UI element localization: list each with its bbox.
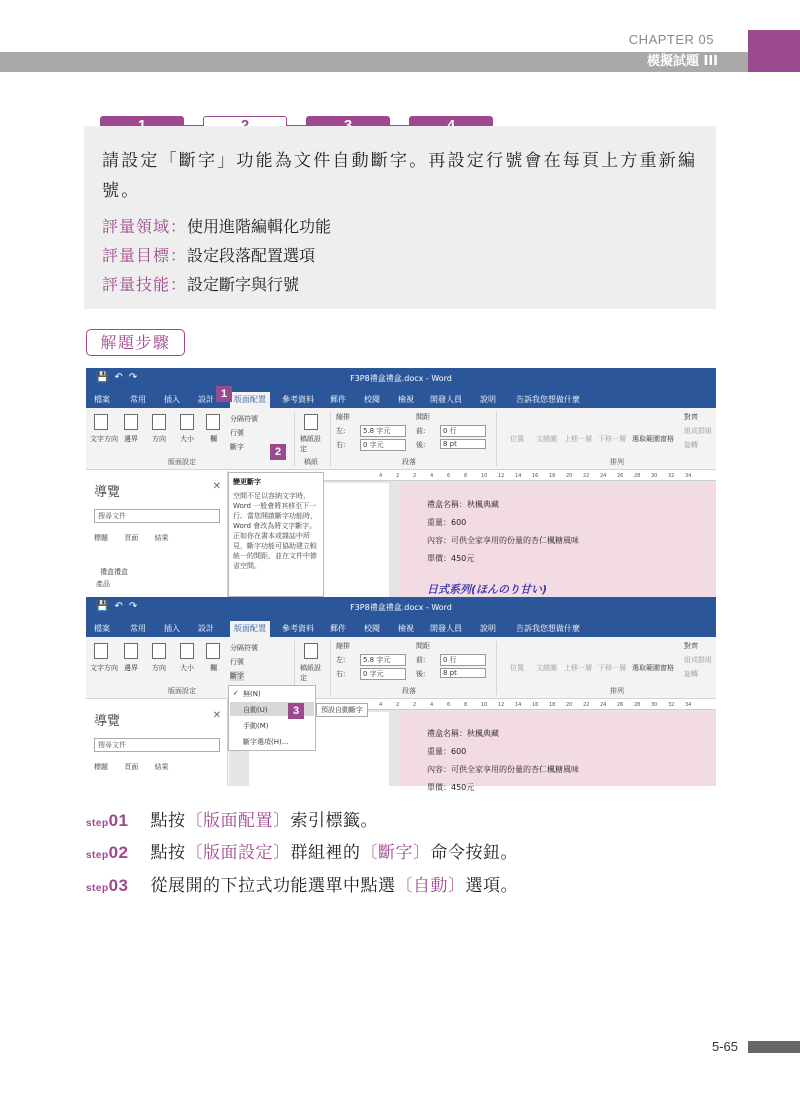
margins-label: 邊界 (124, 664, 138, 672)
ruler-tick: 6 (447, 702, 451, 708)
step-keyword: 斷字 (377, 843, 413, 863)
step-number: 01 (108, 811, 129, 830)
draft-paper-icon[interactable] (304, 414, 318, 430)
eval-key: 評量目標 (102, 246, 171, 265)
draft-group-label: 稿紙 (304, 458, 318, 466)
spacing-label: 間距 (416, 642, 430, 650)
bring-forward-button[interactable]: 上移一層 (564, 435, 592, 443)
task-box (84, 126, 716, 309)
tab-insert[interactable]: 插入 (164, 624, 180, 633)
size-label: 大小 (180, 664, 194, 672)
eval-value: 設定段落配置選項 (187, 246, 316, 265)
step-text: 群組裡的 (290, 843, 361, 863)
nav-tab-results[interactable]: 結果 (154, 763, 169, 771)
step-badge: 1 (216, 386, 232, 402)
columns-label: 欄 (210, 664, 217, 672)
step-number: 03 (108, 876, 129, 895)
step-label: step (86, 883, 109, 894)
ruler-tick: 2 (396, 702, 400, 708)
margins-icon[interactable] (124, 414, 138, 430)
chapter-title: 模擬試題 III (646, 54, 718, 69)
spacing-before-label: 前: (416, 656, 426, 664)
ruler-tick: 32 (668, 473, 675, 479)
word-screenshot-2 (86, 597, 716, 792)
bracket: 〕 (272, 811, 291, 831)
ruler-tick: 18 (549, 473, 556, 479)
bracket: 〕 (272, 843, 291, 863)
indent-left-label: 左: (336, 427, 346, 435)
indent-right-input[interactable]: 0 字元 (360, 439, 406, 451)
eval-skill: 評量技能：設定斷字與行號 (102, 275, 300, 294)
indent-right-label: 右: (336, 670, 346, 678)
nav-item[interactable]: 禮盒禮盒 (100, 568, 128, 576)
quick-access-icons: 💾↶↷ (96, 372, 144, 383)
hyphenation-tooltip (228, 472, 324, 597)
spacing-after-input[interactable]: 8 pt (440, 439, 486, 449)
eval-goal: 評量目標：設定段落配置選項 (102, 246, 316, 265)
document-page-right (399, 483, 716, 597)
nav-tabs (94, 762, 182, 772)
doc-heading: 日式系列(ほんのり甘い) (427, 583, 548, 596)
tab-references[interactable]: 參考資料 (282, 624, 314, 633)
nav-tab-pages[interactable]: 頁面 (124, 534, 139, 542)
nav-title: 導覽 (94, 714, 121, 729)
step-3 (86, 871, 518, 896)
step-text: 點按 (150, 811, 186, 831)
tell-me-box[interactable]: 告訴我您想做什麼 (516, 395, 580, 404)
orientation-label: 方向 (152, 435, 166, 443)
columns-icon[interactable] (206, 643, 220, 659)
ruler-tick: 10 (481, 473, 488, 479)
size-label: 大小 (180, 435, 194, 443)
send-backward-button[interactable]: 下移一層 (598, 435, 626, 443)
header-bar (0, 52, 750, 72)
ruler-tick: 16 (532, 702, 539, 708)
spacing-before-input[interactable]: 0 行 (440, 425, 486, 437)
position-button[interactable]: 位置 (510, 435, 524, 443)
bracket: 〔 (395, 876, 413, 896)
ruler-tick: 28 (634, 473, 641, 479)
paragraph-group-label: 段落 (402, 687, 416, 695)
ruler-tick: 30 (651, 702, 658, 708)
ribbon-tabs (86, 619, 716, 637)
spacing-before-label: 前: (416, 427, 426, 435)
tab-view[interactable]: 檢視 (398, 395, 414, 404)
ruler-tick: 34 (685, 702, 692, 708)
ruler-tick: 2 (396, 473, 400, 479)
chapter-label: CHAPTER 05 (628, 32, 714, 47)
indent-right-label: 右: (336, 441, 346, 449)
step-2 (86, 838, 518, 863)
title-bar (86, 368, 716, 390)
menu-item-auto[interactable]: 自動(U) (243, 706, 268, 714)
step-keyword: 自動 (412, 876, 448, 896)
step-1 (86, 806, 378, 831)
step-keyword: 版面配置 (202, 811, 273, 831)
ruler-tick: 20 (566, 473, 573, 479)
footer-bar (748, 1041, 800, 1053)
rotate-button[interactable]: 旋轉 (684, 441, 698, 449)
step-text: 選項。 (465, 876, 518, 896)
nav-tab-headings[interactable]: 標題 (94, 763, 108, 771)
ruler-tick: 26 (617, 702, 624, 708)
ruler-tick: 14 (515, 702, 522, 708)
close-icon[interactable]: ✕ (212, 710, 221, 721)
ruler-tick: 10 (481, 702, 488, 708)
doc-line: 禮盒名稱：秋楓典藏 (427, 500, 499, 509)
indent-left-label: 左: (336, 656, 346, 664)
navigation-pane (86, 700, 228, 786)
step-badge: 3 (288, 703, 304, 719)
text-direction-icon[interactable] (94, 414, 108, 430)
indent-label: 縮排 (336, 642, 350, 650)
tab-layout[interactable]: 版面配置 (230, 621, 270, 637)
tab-file[interactable]: 檔案 (94, 395, 110, 404)
tab-references[interactable]: 參考資料 (282, 395, 314, 404)
bracket: 〕 (412, 843, 431, 863)
line-numbers-button[interactable]: 行號 (230, 429, 244, 437)
step-keyword: 版面設定 (202, 843, 273, 863)
indent-left-input[interactable]: 5.8 字元 (360, 654, 406, 666)
tab-mailings[interactable]: 郵件 (330, 395, 346, 404)
breaks-button[interactable]: 分隔符號 (230, 415, 258, 423)
window-title: F3P8禮盒禮盒.docx - Word (350, 374, 452, 383)
nav-search-input[interactable]: 搜尋文件 (94, 738, 220, 752)
tooltip-title: 變更斷字 (233, 478, 261, 486)
ruler-tick: 4 (379, 702, 383, 708)
align-button[interactable]: 對齊 (684, 413, 698, 421)
selection-pane-button[interactable]: 選取範圍窗格 (632, 435, 674, 443)
hyphenation-button[interactable]: 斷字 (230, 672, 244, 680)
document-page-right (399, 712, 716, 792)
ruler-tick: 4 (430, 473, 434, 479)
tell-me-box[interactable]: 告訴我您想做什麼 (516, 624, 580, 633)
page-setup-group-label: 版面設定 (168, 458, 196, 466)
ruler-tick: 16 (532, 473, 539, 479)
solution-label: 解題步驟 (86, 329, 185, 356)
tab-mailings[interactable]: 郵件 (330, 624, 346, 633)
tab-review[interactable]: 校閱 (364, 395, 380, 404)
eval-key: 評量技能 (102, 275, 171, 294)
doc-line: 內容：可供全家享用的份量的杏仁楓糖風味 (427, 765, 579, 774)
bring-forward-button[interactable]: 上移一層 (564, 664, 592, 672)
ruler-tick: 34 (685, 473, 692, 479)
nav-title: 導覽 (94, 485, 121, 500)
quick-access-icons: 💾↶↷ (96, 601, 144, 612)
arrange-group-label: 排列 (610, 458, 624, 466)
text-direction-label: 文字方向 (90, 435, 118, 443)
tab-home[interactable]: 常用 (130, 624, 146, 633)
size-icon[interactable] (180, 643, 194, 659)
bracket: 〔 (185, 811, 203, 831)
draft-paper-label: 稿紙設定 (300, 435, 321, 453)
bracket: 〔 (360, 843, 378, 863)
ruler-tick: 30 (651, 473, 658, 479)
ruler-tick: 26 (617, 473, 624, 479)
ruler-tick: 2 (413, 473, 417, 479)
step-number: 02 (108, 843, 129, 862)
tab-design[interactable]: 設計 (198, 395, 214, 404)
checkmark-icon: ✓ (233, 689, 239, 697)
spacing-after-label: 後: (416, 441, 426, 449)
doc-line: 單價：450元 (427, 783, 475, 792)
columns-label: 欄 (210, 435, 217, 443)
tab-view[interactable]: 檢視 (398, 624, 414, 633)
step-text: 從展開的下拉式功能選單中點選 (150, 876, 396, 896)
step-text: 命令按鈕。 (430, 843, 518, 863)
nav-item[interactable]: 產品 (96, 580, 110, 588)
eval-domain: 評量領域：使用進階編輯化功能 (102, 217, 332, 236)
doc-line: 重量：600 (427, 747, 467, 756)
size-icon[interactable] (180, 414, 194, 430)
tab-help[interactable]: 說明 (480, 624, 496, 633)
bracket: 〔 (185, 843, 203, 863)
paragraph-group-label: 段落 (402, 458, 416, 466)
step-badge: 2 (270, 444, 286, 460)
ribbon-separator (330, 412, 331, 466)
position-button[interactable]: 位置 (510, 664, 524, 672)
ruler-tick: 14 (515, 473, 522, 479)
line-numbers-button[interactable]: 行號 (230, 658, 244, 666)
ruler-tick: 24 (600, 473, 607, 479)
ruler-tick: 18 (549, 702, 556, 708)
eval-value: 使用進階編輯化功能 (187, 217, 332, 236)
group-button[interactable]: 組成群組 (684, 656, 712, 664)
indent-right-input[interactable]: 0 字元 (360, 668, 406, 680)
wrap-text-button[interactable]: 文繞圖 (536, 664, 557, 672)
rotate-button[interactable]: 旋轉 (684, 670, 698, 678)
step-label: step (86, 818, 109, 829)
hyphenation-button[interactable]: 斷字 (230, 443, 244, 451)
tab-design[interactable]: 設計 (198, 624, 214, 633)
ruler-tick: 24 (600, 702, 607, 708)
nav-tab-results[interactable]: 結果 (154, 534, 169, 542)
tab-home[interactable]: 常用 (130, 395, 146, 404)
ribbon-separator (330, 641, 331, 695)
orientation-icon[interactable] (152, 414, 166, 430)
ribbon-separator (496, 641, 497, 695)
ruler-tick: 4 (379, 473, 383, 479)
doc-line: 禮盒名稱：秋楓典藏 (427, 729, 499, 738)
menu-tooltip: 預設自動斷字 (316, 703, 368, 717)
tab-developer[interactable]: 開發人員 (430, 624, 462, 633)
arrange-group-label: 排列 (610, 687, 624, 695)
draft-paper-label: 稿紙設定 (300, 664, 321, 682)
ruler-tick: 4 (430, 702, 434, 708)
tab-layout[interactable]: 版面配置 (230, 392, 270, 408)
ruler-tick: 22 (583, 702, 590, 708)
task-description: 請設定「斷字」功能為文件自動斷字。再設定行號會在每頁上方重新編號。 (102, 151, 698, 201)
navigation-pane (86, 471, 228, 597)
page-number: 5-65 (711, 1039, 738, 1054)
nav-search-input[interactable]: 搜尋文件 (94, 509, 220, 523)
orientation-label: 方向 (152, 664, 166, 672)
spacing-label: 間距 (416, 413, 430, 421)
ribbon-tabs (86, 390, 716, 408)
ribbon-separator (294, 412, 295, 466)
ruler-tick: 8 (464, 473, 468, 479)
group-button[interactable]: 組成群組 (684, 427, 712, 435)
margins-label: 邊界 (124, 435, 138, 443)
eval-key: 評量領域 (102, 217, 171, 236)
spacing-after-label: 後: (416, 670, 426, 678)
word-screenshot-1 (86, 368, 716, 597)
page-setup-group-label: 版面設定 (168, 687, 196, 695)
ribbon-separator (496, 412, 497, 466)
tab-developer[interactable]: 開發人員 (430, 395, 462, 404)
ruler-tick: 22 (583, 473, 590, 479)
window-title: F3P8禮盒禮盒.docx - Word (350, 603, 452, 612)
ruler-tick: 6 (447, 473, 451, 479)
nav-tab-headings[interactable]: 標題 (94, 534, 108, 542)
doc-line: 單價：450元 (427, 554, 475, 563)
ruler-tick: 2 (413, 702, 417, 708)
menu-item-manual[interactable]: 手動(M) (243, 722, 269, 730)
nav-tabs (94, 533, 182, 543)
bracket: 〕 (447, 876, 466, 896)
ruler-tick: 28 (634, 702, 641, 708)
ribbon (86, 637, 716, 699)
tab-file[interactable]: 檔案 (94, 624, 110, 633)
tab-review[interactable]: 校閱 (364, 624, 380, 633)
text-direction-icon[interactable] (94, 643, 108, 659)
tab-help[interactable]: 說明 (480, 395, 496, 404)
send-backward-button[interactable]: 下移一層 (598, 664, 626, 672)
columns-icon[interactable] (206, 414, 220, 430)
margins-icon[interactable] (124, 643, 138, 659)
align-button[interactable]: 對齊 (684, 642, 698, 650)
indent-label: 縮排 (336, 413, 350, 421)
step-text: 點按 (150, 843, 186, 863)
indent-left-input[interactable]: 5.8 字元 (360, 425, 406, 437)
breaks-button[interactable]: 分隔符號 (230, 644, 258, 652)
ribbon (86, 408, 716, 470)
header-accent-top (748, 30, 800, 52)
ruler-tick: 12 (498, 702, 505, 708)
header-accent-bottom (748, 52, 800, 72)
selection-pane-button[interactable]: 選取範圍窗格 (632, 664, 674, 672)
doc-line: 內容：可供全家享用的份量的杏仁楓糖風味 (427, 536, 579, 545)
menu-item-options[interactable]: 斷字選項(H)... (243, 738, 289, 746)
menu-item-none[interactable]: 無(N) (243, 690, 261, 698)
step-text: 索引標籤。 (290, 811, 378, 831)
spacing-before-input[interactable]: 0 行 (440, 654, 486, 666)
ruler-tick: 8 (464, 702, 468, 708)
spacing-after-input[interactable]: 8 pt (440, 668, 486, 678)
ruler-tick: 12 (498, 473, 505, 479)
orientation-icon[interactable] (152, 643, 166, 659)
tab-insert[interactable]: 插入 (164, 395, 180, 404)
step-label: step (86, 850, 109, 861)
draft-paper-icon[interactable] (304, 643, 318, 659)
nav-tab-pages[interactable]: 頁面 (124, 763, 139, 771)
ruler-tick: 32 (668, 702, 675, 708)
doc-line: 重量：600 (427, 518, 467, 527)
ruler-tick: 20 (566, 702, 573, 708)
text-direction-label: 文字方向 (90, 664, 118, 672)
tooltip-text: 空間不足以容納文字時，Word 一般會將其移至下一行。當您開啟斷字功能時，Word 會改為將文字斷字。正如你在書本或雜誌中所見，斷字功能可協助建立較統一的間距，並在文件中節省空間。 (233, 492, 317, 570)
close-icon[interactable]: ✕ (212, 481, 221, 492)
wrap-text-button[interactable]: 文繞圖 (536, 435, 557, 443)
title-bar (86, 597, 716, 619)
eval-value: 設定斷字與行號 (187, 275, 300, 294)
